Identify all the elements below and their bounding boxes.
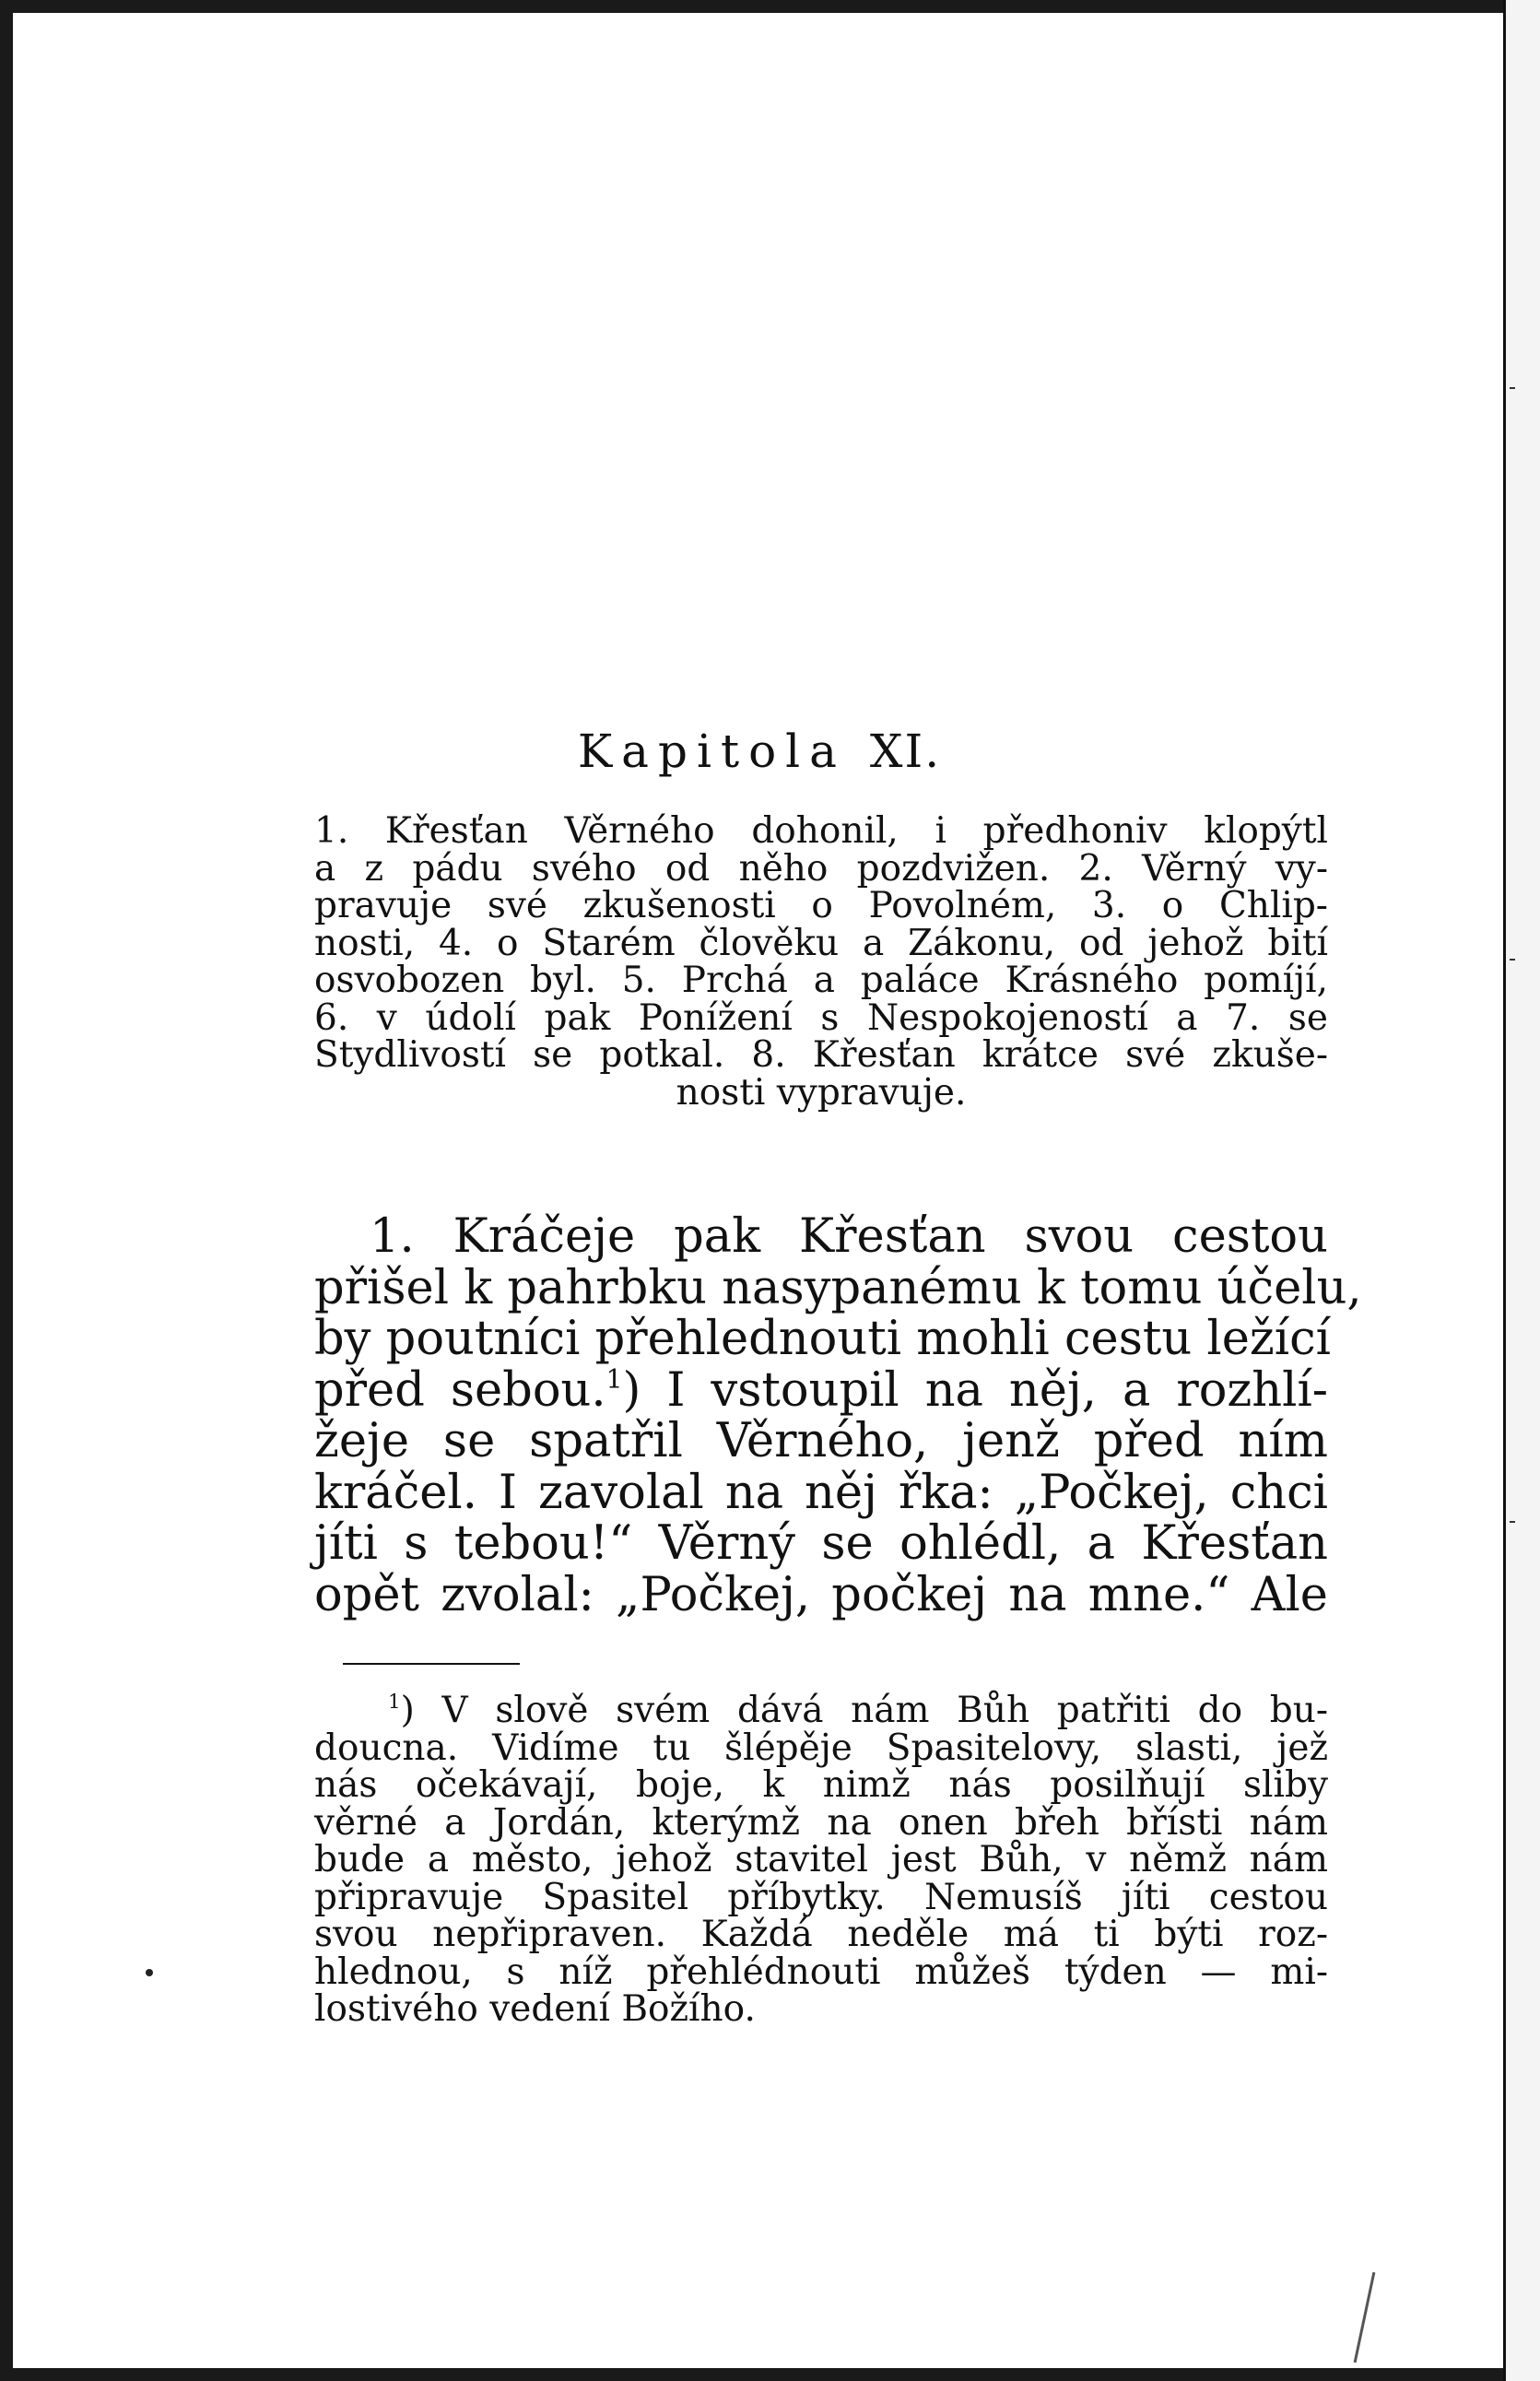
summary-line: nosti, 4. o Starém člověku a Zákonu, od jehož bití	[314, 922, 1328, 964]
summary-line: nosti vypravuje.	[676, 1071, 967, 1114]
chapter-numeral: XI.	[869, 725, 942, 778]
footnote-line: připravuje Spasitel příbytky. Nemusíš jíti cestou	[314, 1876, 1328, 1918]
scan-edge	[1503, 0, 1540, 2381]
body-text: před sebou.	[314, 1362, 606, 1418]
body-line: opět zvolal: „Počkej, počkej na mne.“ Ale	[314, 1567, 1328, 1622]
ink-speck	[146, 1969, 153, 1976]
footnote-text: ) V slově svém dává nám Bůh patřiti do bu-	[400, 1690, 1328, 1731]
footnote-line: lostivého vedení Božího.	[314, 1988, 756, 2030]
book-page	[13, 13, 1506, 2368]
body-line: 1. Kráčeje pak Křesťan svou cestou	[370, 1209, 1328, 1264]
body-line: žeje se spatřil Věrného, jenž před ním	[314, 1414, 1328, 1468]
footnote-reference: 1	[605, 1362, 623, 1394]
edge-mark	[1510, 387, 1515, 389]
summary-line: pravuje své zkušenosti o Povolném, 3. o Chlip-	[314, 885, 1328, 926]
footnote-line: nás očekávají, boje, k nimž nás posilňují sliby	[314, 1764, 1328, 1806]
footnote-marker: 1	[388, 1691, 401, 1714]
footnote-line: hlednou, s níž přehlédnouti můžeš týden — mi-	[314, 1951, 1328, 1993]
chapter-title	[13, 725, 1506, 778]
paper-mark	[1354, 2272, 1376, 2363]
summary-line: osvobozen byl. 5. Prchá a paláce Krásného pomíjí,	[314, 960, 1328, 1001]
body-paragraph	[314, 1209, 1362, 1622]
footnote	[314, 1692, 1328, 2029]
footnote-line: bude a město, jehož stavitel jest Bůh, v němž nám	[314, 1839, 1328, 1880]
chapter-summary	[314, 810, 1328, 1114]
body-line: kráčel. I zavolal na něj řka: „Počkej, chci	[314, 1465, 1328, 1520]
footnote-line	[314, 1692, 1328, 1730]
footnote-line: věrné a Jordán, kterýmž na onen břeh břísti nám	[314, 1801, 1328, 1844]
footnote-line: svou nepřipraven. Každá neděle má ti býti roz-	[314, 1914, 1328, 1955]
edge-mark	[1510, 959, 1515, 961]
summary-line: 1. Křesťan Věrného dohonil, i předhoniv klopýtl	[314, 810, 1328, 852]
summary-line: 6. v údolí pak Ponížení s Nespokojeností a 7. se	[314, 996, 1328, 1039]
body-line: přišel k pahrbku nasypanému k tomu účelu,	[314, 1260, 1362, 1315]
summary-line: a z pádu svého od něho pozdvižen. 2. Věrný vy-	[314, 847, 1328, 890]
edge-mark	[1510, 1521, 1515, 1523]
body-line: jíti s tebou!“ Věrný se ohlédl, a Křesťan	[314, 1516, 1328, 1571]
body-text: ) I vstoupil na něj, a rozhlí-	[622, 1362, 1328, 1418]
body-line: by poutníci přehlednouti mohli cestu ležící	[314, 1312, 1331, 1366]
summary-line: Stydlivostí se potkal. 8. Křesťan krátce své zkuše-	[314, 1034, 1328, 1076]
chapter-word: Kapitola	[577, 725, 846, 778]
footnote-separator	[343, 1663, 520, 1665]
body-line-with-footnote-ref	[314, 1362, 1328, 1418]
footnote-line: doucna. Vidíme tu šlépěje Spasitelovy, slasti, jež	[314, 1727, 1328, 1769]
